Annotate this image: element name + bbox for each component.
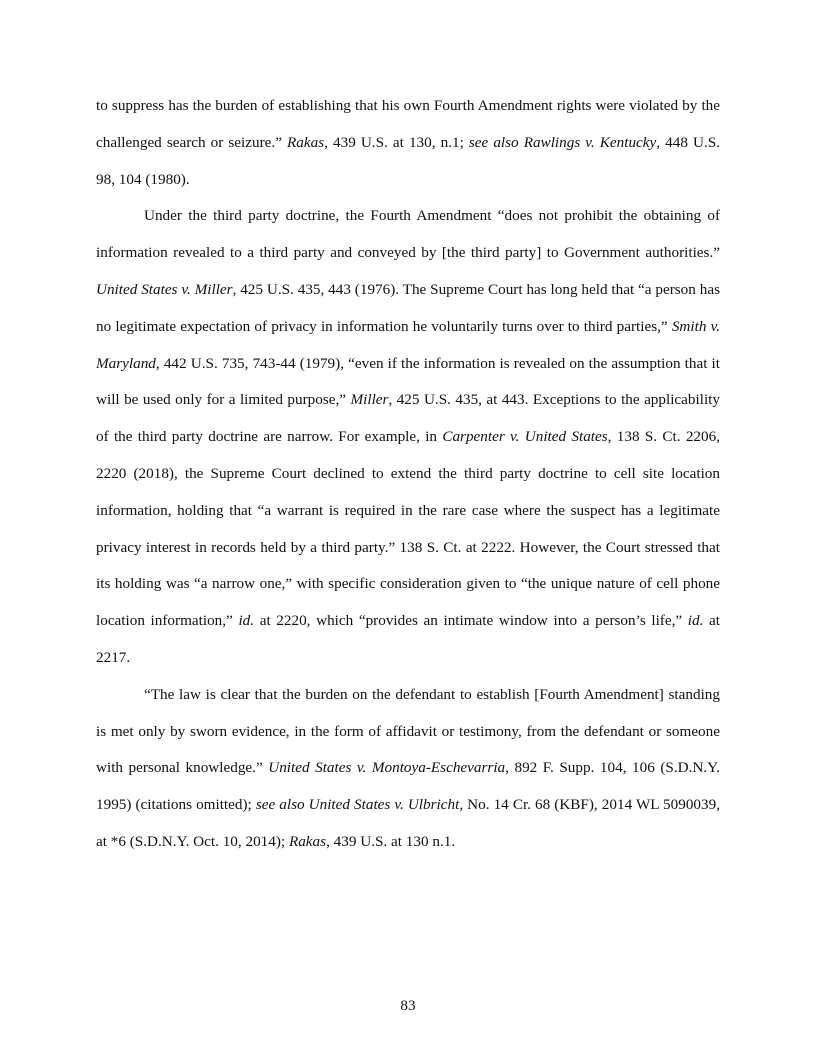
case-citation: id.	[238, 612, 255, 630]
text-segment: , 425 U.S. 435, at 443. Exceptions to the applicability of the third party doctrine are narrow. For example, in	[96, 391, 720, 446]
case-citation: see also United States v. Ulbricht	[255, 796, 460, 814]
text-segment: “The law is clear that the burden on the defendant to establish [Fourth Amendment] standing is met only by sworn evidence, in the form of affidavit or testimony, from the defendant or someone with personal knowledge.”	[96, 685, 720, 777]
case-citation: Rakas	[288, 832, 327, 850]
page-number: 83	[400, 997, 416, 1014]
text-segment: , 138 S. Ct. 2206, 2220 (2018), the Supreme Court declined to extend the third party doctrine to cell site location information, holding that “a warrant is required in the rare case where the suspect has a legitimate privacy interest in records held by a third party.” 138 S. Ct. at 2222. However, the Court stressed that its holding was “a narrow one,” with specific consideration given to “the unique nature of cell phone location information,”	[96, 428, 720, 630]
case-citation: United States v. Miller	[96, 280, 233, 298]
text-segment: to suppress has the burden of establishing that his own Fourth Amendment rights were violated by the challenged search or seizure.”	[96, 97, 720, 151]
text-segment: Under the third party doctrine, the Fourth Amendment “does not prohibit the obtaining of information revealed to a third party and conveyed by [the third party] to Government authorities.”	[96, 207, 720, 262]
text-segment: , No. 14 Cr. 68 (KBF), 2014 WL 5090039, at *6 (S.D.N.Y. Oct. 10, 2014);	[96, 796, 721, 850]
case-citation: Rakas	[287, 133, 325, 151]
text-segment: , 442 U.S. 735, 743-44 (1979), “even if the information is revealed on the assumption that it will be used only for a limited purpose,”	[96, 354, 720, 409]
text-segment: , 892 F. Supp. 104, 106 (S.D.N.Y. 1995) (citations omitted);	[96, 759, 720, 814]
case-citation: id.	[687, 612, 704, 630]
text-segment: , 439 U.S. at 130, n.1;	[324, 133, 469, 151]
paragraph-third-party-doctrine	[96, 198, 720, 676]
case-citation: Miller	[350, 391, 389, 409]
case-citation: Carpenter v. United States	[442, 428, 608, 446]
case-citation: Smith v. Maryland	[96, 317, 720, 372]
paragraph-standing-burden	[96, 677, 720, 861]
text-segment: , 425 U.S. 435, 443 (1976). The Supreme Court has long held that “a person has no legitimate expectation of privacy in information he voluntarily turns over to third parties,”	[96, 280, 720, 335]
paragraph-continued	[96, 88, 720, 198]
case-citation: see also Rawlings v. Kentucky	[468, 133, 657, 151]
text-segment: , 439 U.S. at 130 n.1.	[326, 832, 456, 850]
text-segment: , 448 U.S. 98, 104 (1980).	[96, 133, 720, 188]
text-segment: at 2220, which “provides an intimate window into a person’s life,”	[254, 612, 688, 630]
text-segment: at 2217.	[96, 612, 721, 666]
document-body	[96, 88, 720, 861]
case-citation: United States v. Montoya-Eschevarria	[268, 759, 506, 777]
